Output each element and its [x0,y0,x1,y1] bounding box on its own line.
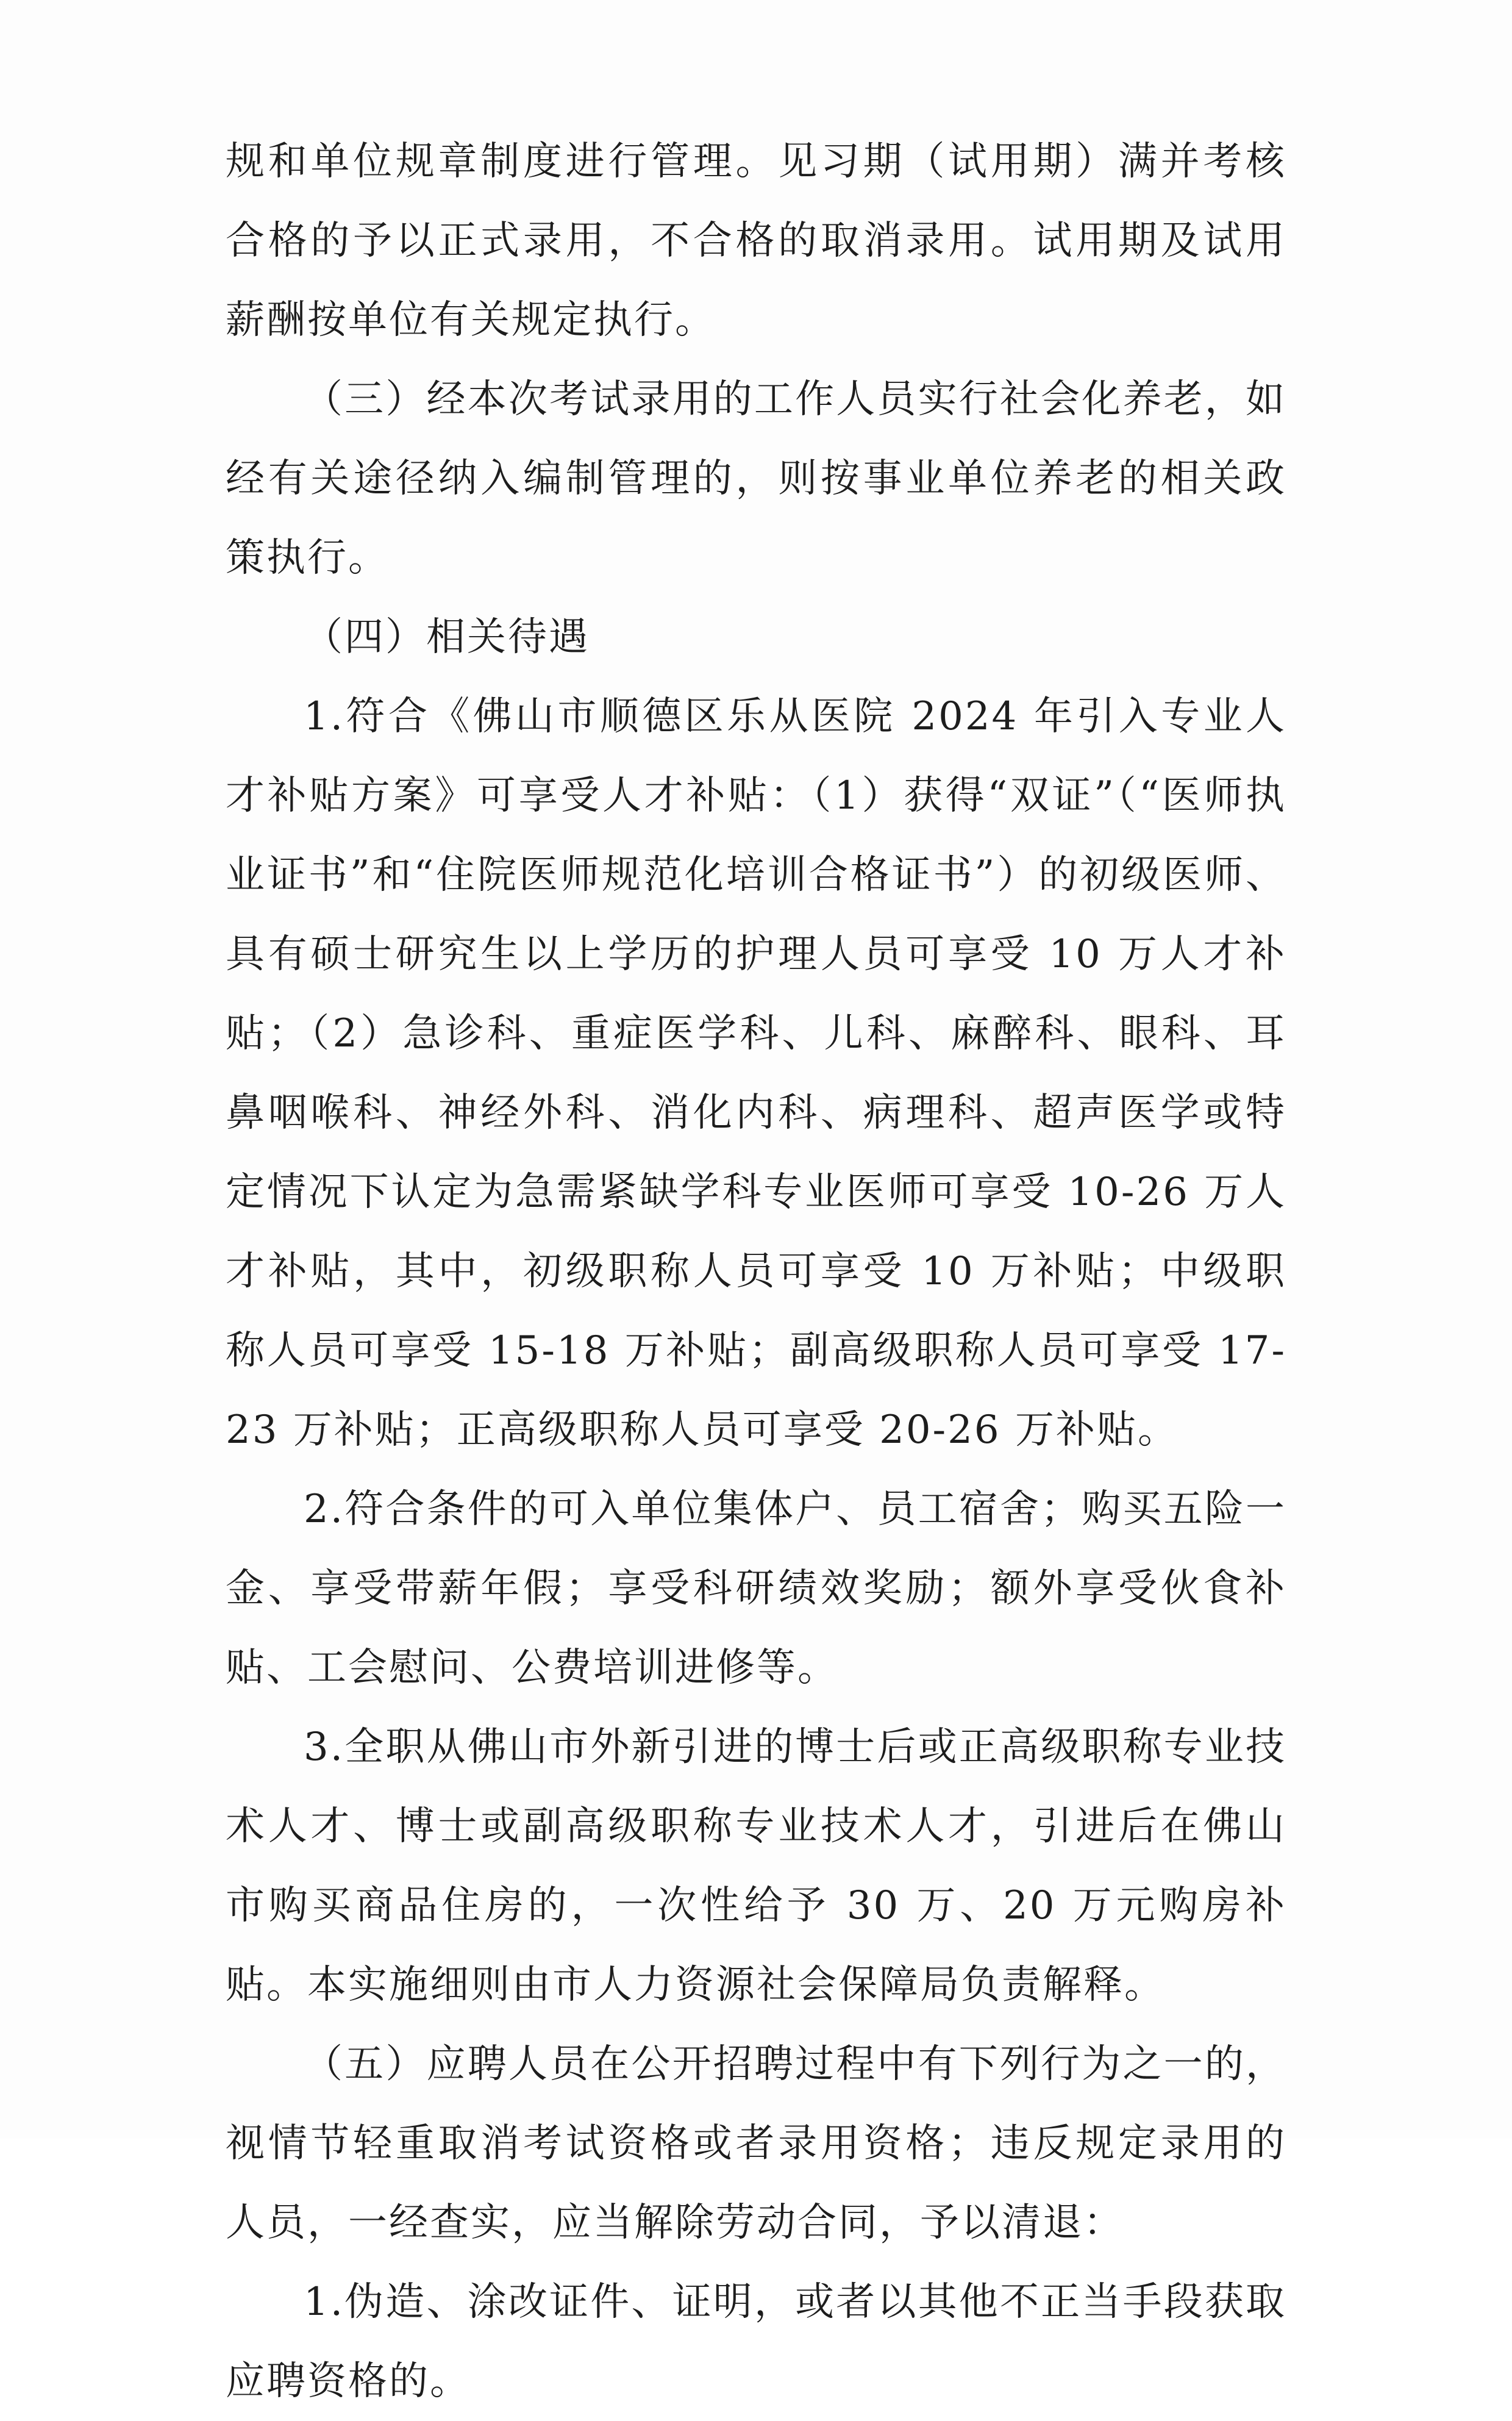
paragraph-talent-subsidy: 1.符合《佛山市顺德区乐从医院 2024 年引入专业人才补贴方案》可享受人才补贴：（1）获得“双证”（“医师执业证书”和“住院医师规范化培训合格证书”）的初级医师、具有硕士研究生以上学历的护理人员可享受 10 万人才补贴；（2）急诊科、重症医学科、儿科、麻醉科、眼科、耳鼻咽喉科、神经外科、消化内科、病理科、超声医学或特定情况下认定为急需紧缺学科专业医师可享受 10-26 万人才补贴，其中，初级职称人员可享受 10 万补贴；中级职称人员可享受 15-18 万补贴；副高级职称人员可享受 17-23 万补贴；正高级职称人员可享受 20-26 万补贴。 [226,694,1286,1453]
paragraph-forgery-item: 1.伪造、涂改证件、证明，或者以其他不正当手段获取应聘资格的。 [226,2280,1286,2404]
paragraph-pension: （三）经本次考试录用的工作人员实行社会化养老，如经有关途径纳入编制管理的，则按事业单位养老的相关政策执行。 [226,377,1286,581]
paragraph-disqualification: （五）应聘人员在公开招聘过程中有下列行为之一的，视情节轻重取消考试资格或者录用资格；违反规定录用的人员，一经查实，应当解除劳动合同，予以清退： [226,2042,1286,2245]
document-body [226,122,1286,2421]
paragraph-welfare: 2.符合条件的可入单位集体户、员工宿舍；购买五险一金、享受带薪年假；享受科研绩效奖励；额外享受伙食补贴、工会慰问、公费培训进修等。 [226,1487,1286,1690]
paragraph-probation-management: 规和单位规章制度进行管理。见习期（试用期）满并考核合格的予以正式录用，不合格的取消录用。试用期及试用薪酬按单位有关规定执行。 [226,139,1286,343]
paragraph-housing-subsidy: 3.全职从佛山市外新引进的博士后或正高级职称专业技术人才、博士或副高级职称专业技术人才，引进后在佛山市购买商品住房的，一次性给予 30 万、20 万元购房补贴。本实施细则由市人力资源社会保障局负责解释。 [226,1725,1286,2008]
section-heading-benefits: （四）相关待遇 [304,615,590,660]
